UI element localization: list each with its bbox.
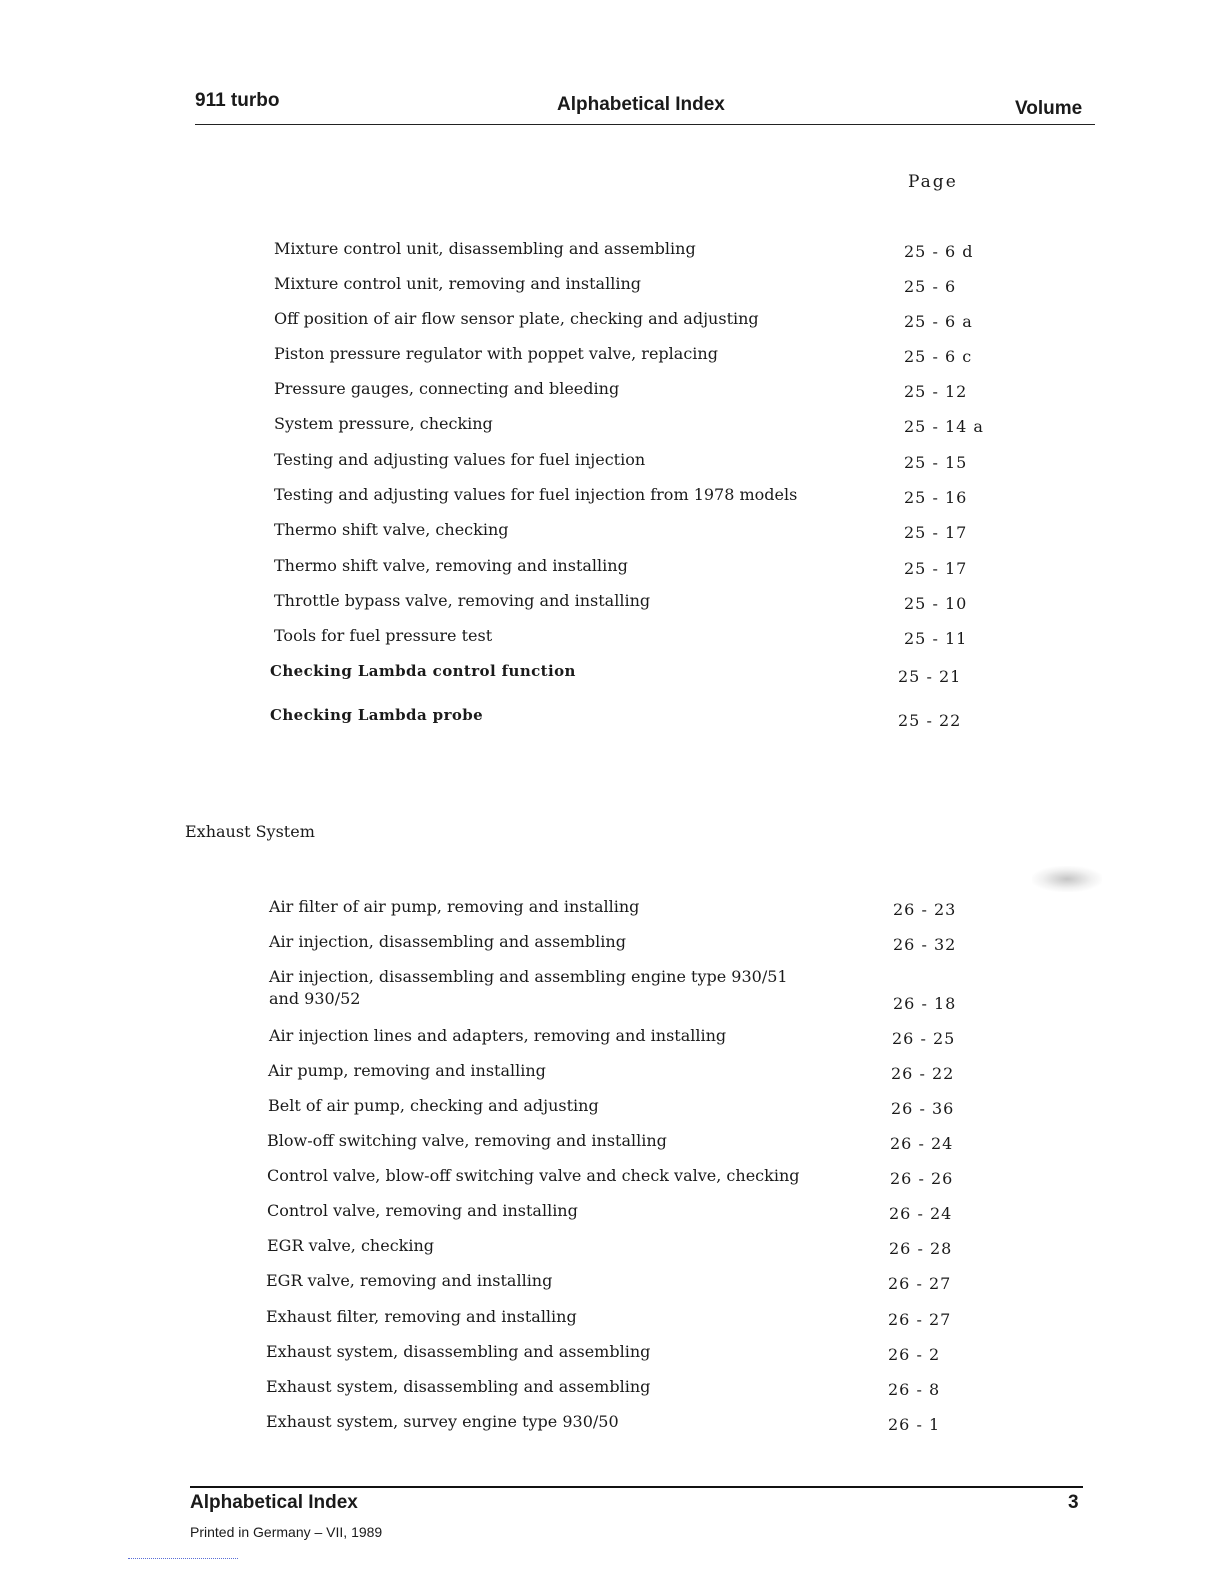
entry-page: 26 - 27 xyxy=(888,1310,952,1329)
index-entry xyxy=(267,1235,987,1259)
index-entry xyxy=(274,238,994,262)
index-entry xyxy=(274,625,994,649)
entry-text: Thermo shift valve, removing and installing xyxy=(274,556,628,575)
index-entry xyxy=(269,896,989,920)
footer-page-number: 3 xyxy=(1068,1492,1079,1513)
entry-text: Exhaust system, disassembling and assembling xyxy=(266,1377,651,1396)
entry-page: 25 - 6 d xyxy=(904,242,974,261)
entry-page: 25 - 17 xyxy=(904,559,968,578)
entry-page: 26 - 28 xyxy=(889,1239,953,1258)
entry-text: Pressure gauges, connecting and bleeding xyxy=(274,379,620,398)
header-model: 911 turbo xyxy=(195,90,280,111)
index-entry xyxy=(274,308,994,332)
entry-page: 26 - 23 xyxy=(893,900,957,919)
entry-text: Throttle bypass valve, removing and installing xyxy=(274,591,651,610)
entry-text: Checking Lambda probe xyxy=(270,706,484,724)
entry-page: 26 - 24 xyxy=(890,1134,954,1153)
index-entry xyxy=(266,1306,986,1330)
entry-page: 25 - 17 xyxy=(904,523,968,542)
entry-text: Checking Lambda control function xyxy=(270,662,576,680)
index-entry xyxy=(274,519,994,543)
entry-text: Blow-off switching valve, removing and installing xyxy=(267,1131,667,1150)
entry-text: Air pump, removing and installing xyxy=(268,1061,546,1080)
footer-print-note: Printed in Germany – VII, 1989 xyxy=(190,1524,383,1540)
entry-text: Exhaust system, disassembling and assembling xyxy=(266,1342,651,1361)
index-entry xyxy=(274,590,994,614)
index-entry xyxy=(268,1095,988,1119)
entry-page: 25 - 11 xyxy=(904,629,968,648)
entry-text: Belt of air pump, checking and adjusting xyxy=(268,1096,599,1115)
entry-page: 25 - 6 a xyxy=(904,312,973,331)
footer-divider xyxy=(190,1486,1083,1488)
header-volume: Volume xyxy=(1015,98,1083,119)
entry-page: 26 - 26 xyxy=(890,1169,954,1188)
index-entry xyxy=(266,1341,986,1365)
index-entry xyxy=(266,1411,986,1435)
entry-text: Thermo shift valve, checking xyxy=(274,520,509,539)
entry-page: 25 - 21 xyxy=(898,667,962,686)
entry-text: Air injection lines and adapters, removing and installing xyxy=(269,1026,727,1045)
index-entry xyxy=(274,378,994,402)
index-entry xyxy=(267,1200,987,1224)
entry-text: Exhaust system, survey engine type 930/50 xyxy=(266,1412,619,1431)
entry-text: Tools for fuel pressure test xyxy=(274,626,493,645)
index-entry xyxy=(274,343,994,367)
index-entry xyxy=(268,1060,988,1084)
entry-page: 25 - 22 xyxy=(898,711,962,730)
entry-page: 25 - 10 xyxy=(904,594,968,613)
index-entry xyxy=(274,273,994,297)
scan-smudge xyxy=(1032,866,1102,892)
index-entry xyxy=(270,660,990,684)
entry-page: 25 - 12 xyxy=(904,382,968,401)
entry-page: 26 - 2 xyxy=(888,1345,941,1364)
entry-text: System pressure, checking xyxy=(274,414,493,433)
entry-text: Exhaust filter, removing and installing xyxy=(266,1307,577,1326)
index-entry xyxy=(267,1165,987,1189)
index-entry xyxy=(269,1025,989,1049)
entry-text: Testing and adjusting values for fuel injection from 1978 models xyxy=(274,485,798,504)
entry-page: 26 - 1 xyxy=(888,1415,941,1434)
entry-text: Air injection, disassembling and assembling engine type 930/51 and 930/52 xyxy=(269,967,788,1008)
index-entry xyxy=(269,931,989,955)
section-title: Exhaust System xyxy=(185,822,315,841)
entry-text: EGR valve, checking xyxy=(267,1236,435,1255)
entry-text: Mixture control unit, disassembling and assembling xyxy=(274,239,696,258)
entry-page: 26 - 25 xyxy=(892,1029,956,1048)
header-divider xyxy=(195,124,1095,125)
page-column-label: Page xyxy=(908,172,958,192)
entry-text: Control valve, removing and installing xyxy=(267,1201,578,1220)
index-entry xyxy=(274,413,994,437)
entry-text: EGR valve, removing and installing xyxy=(266,1271,553,1290)
entry-page: 25 - 6 xyxy=(904,277,957,296)
index-entry xyxy=(269,966,989,1012)
entry-page: 26 - 8 xyxy=(888,1380,941,1399)
header-title: Alphabetical Index xyxy=(557,94,725,115)
entry-page: 25 - 16 xyxy=(904,488,968,507)
index-entry xyxy=(274,555,994,579)
index-entry xyxy=(270,704,990,728)
scan-artifact-line xyxy=(128,1558,238,1559)
index-entry xyxy=(274,484,994,508)
entry-page: 25 - 15 xyxy=(904,453,968,472)
entry-page: 25 - 6 c xyxy=(904,347,973,366)
entry-page: 26 - 27 xyxy=(888,1274,952,1293)
entry-text: Air filter of air pump, removing and installing xyxy=(269,897,640,916)
entry-text: Mixture control unit, removing and installing xyxy=(274,274,641,293)
entry-page: 26 - 22 xyxy=(891,1064,955,1083)
entry-page: 26 - 24 xyxy=(889,1204,953,1223)
index-entry xyxy=(266,1270,986,1294)
entry-text: Control valve, blow-off switching valve and check valve, checking xyxy=(267,1166,800,1185)
footer-title: Alphabetical Index xyxy=(190,1492,358,1513)
index-entry xyxy=(274,449,994,473)
entry-page: 26 - 36 xyxy=(891,1099,955,1118)
entry-text: Piston pressure regulator with poppet valve, replacing xyxy=(274,344,718,363)
entry-page: 26 - 32 xyxy=(893,935,957,954)
entry-text: Air injection, disassembling and assembling xyxy=(269,932,626,951)
entry-page: 25 - 14 a xyxy=(904,417,984,436)
entry-page: 26 - 18 xyxy=(893,994,957,1013)
index-entry xyxy=(267,1130,987,1154)
entry-text: Off position of air flow sensor plate, checking and adjusting xyxy=(274,309,759,328)
entry-text: Testing and adjusting values for fuel injection xyxy=(274,450,646,469)
index-entry xyxy=(266,1376,986,1400)
